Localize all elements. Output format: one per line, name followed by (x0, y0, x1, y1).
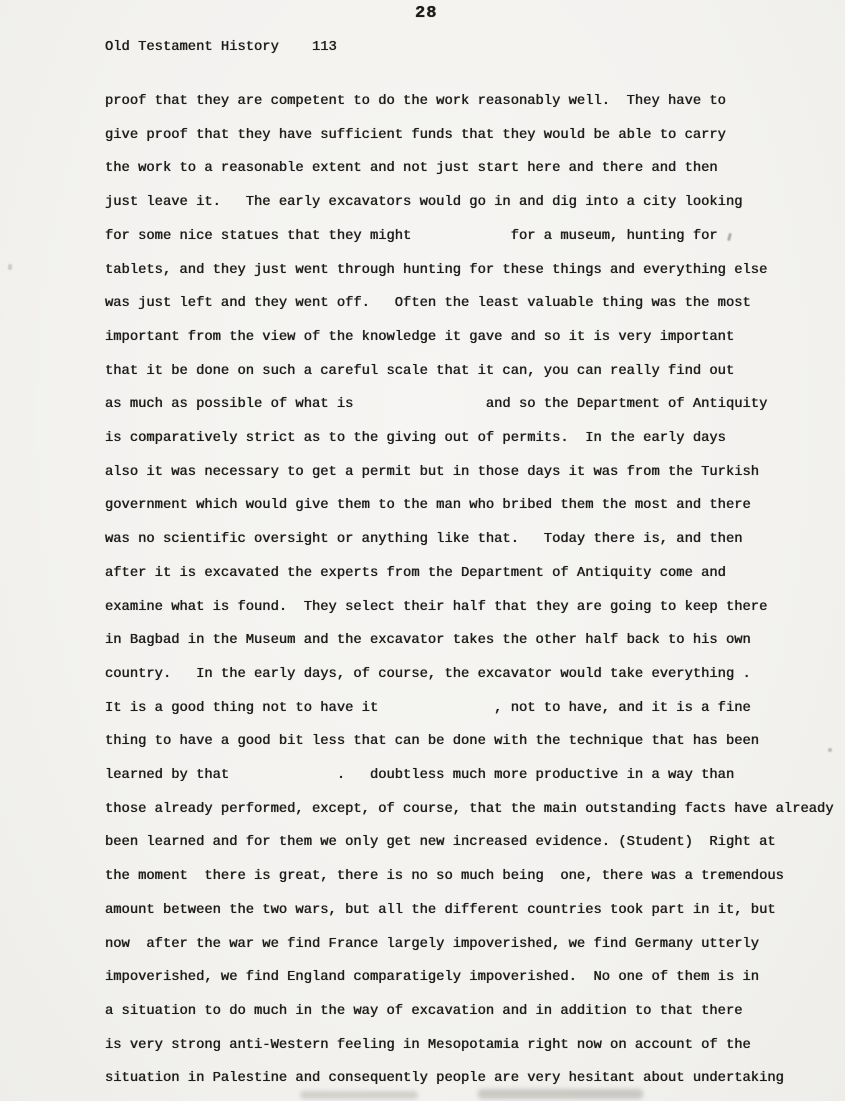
text-line: in Bagbad in the Museum and the excavator takes the other half back to his own (105, 633, 751, 649)
page-number: 28 (415, 4, 438, 23)
text-line: now after the war we find France largely impoverished, we find Germany utterly (105, 936, 760, 952)
text-line: after it is excavated the experts from the Department of Antiquity come and (105, 565, 726, 581)
text-line: the moment there is great, there is no so much being one, there was a tremendous (105, 869, 784, 885)
text-line: It is a good thing not to have it , not to have, and it is a fine (105, 700, 751, 716)
text-line: government which would give them to the man who bribed them the most and there (105, 498, 751, 514)
text-line: for some nice statues that they might for a museum, hunting for (105, 228, 718, 244)
text-line: was just left and they went off. Often the least valuable thing was the most (105, 296, 751, 312)
text-line: tablets, and they just went through hunting for these things and everything else (105, 262, 768, 278)
text-line: is very strong anti-Western feeling in Mesopotamia right now on account of the (105, 1037, 751, 1053)
text-line: examine what is found. They select their half that they are going to keep there (105, 599, 768, 615)
text-line: also it was necessary to get a permit but in those days it was from the Turkish (105, 464, 760, 480)
text-line: just leave it. The early excavators would go in and dig into a city looking (105, 195, 743, 211)
text-line: is comparatively strict as to the giving out of permits. In the early days (105, 431, 726, 447)
text-line: as much as possible of what is and so the Department of Antiquity (105, 397, 768, 413)
text-line: was no scientific oversight or anything like that. Today there is, and then (105, 532, 743, 548)
text-line: country. In the early days, of course, the excavator would take everything . (105, 666, 751, 682)
scan-artifact (8, 264, 12, 270)
text-line: been learned and for them we only get new increased evidence. (Student) Right at (105, 835, 776, 851)
text-line: important from the view of the knowledge it gave and so it is very important (105, 329, 735, 345)
text-line: that it be done on such a careful scale that it can, you can really find out (105, 363, 735, 379)
text-line: proof that they are competent to do the work reasonably well. They have to (105, 94, 726, 109)
text-line: impoverished, we find England comparatigely impoverished. No one of them is in (105, 970, 760, 986)
document-body (105, 85, 834, 1096)
text-line: learned by that . doubtless much more productive in a way than (105, 768, 735, 784)
text-line: thing to have a good bit less that can be done with the technique that has been (105, 734, 760, 750)
text-line: those already performed, except, of course, that the main outstanding facts have already (105, 801, 834, 817)
page-header: Old Testament History 113 (105, 40, 337, 55)
text-line: the work to a reasonable extent and not just start here and there and then (105, 161, 718, 177)
text-line: give proof that they have sufficient funds that they would be able to carry (105, 127, 726, 143)
text-line: situation in Palestine and consequently people are very hesitant about undertaking (105, 1071, 784, 1087)
text-line: amount between the two wars, but all the different countries took part in it, but (105, 902, 776, 918)
text-line: a situation to do much in the way of excavation and in addition to that there (105, 1003, 743, 1019)
